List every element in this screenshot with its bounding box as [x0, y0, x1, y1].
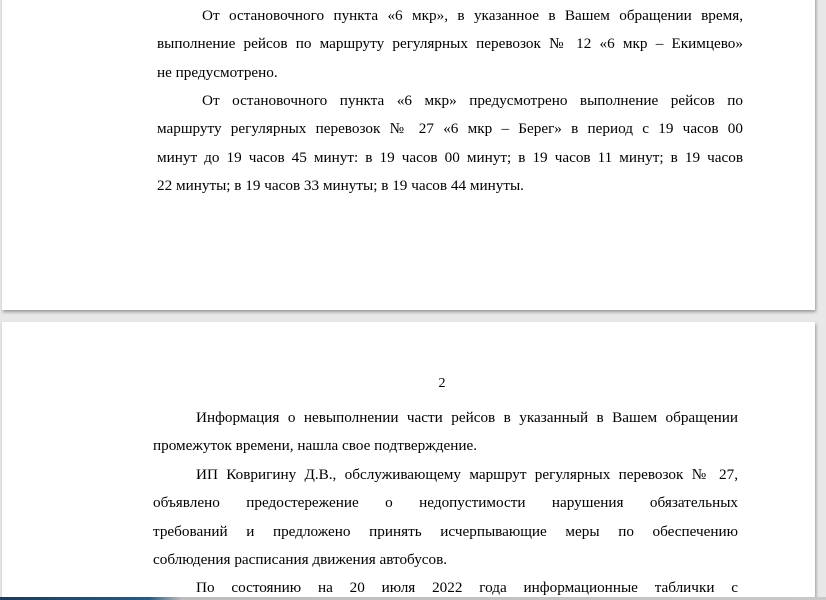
document-page-1	[2, 0, 815, 310]
paragraph-information-confirmed	[153, 404, 738, 461]
paragraph-stop-6mkr-route-27	[157, 87, 743, 201]
text-line: маршруту регулярных перевозок № 27 «6 мкр – Берег» в период с 19 часов 00	[157, 120, 743, 138]
text-line: соблюдения расписания движения автобусов.	[153, 551, 448, 569]
text-line: промежуток времени, нашла свое подтверждение.	[153, 437, 478, 455]
text-line: 22 минуты; в 19 часов 33 минуты; в 19 часов 44 минуты.	[157, 177, 524, 195]
text-line: не предусмотрено.	[157, 63, 278, 81]
text-line: От остановочного пункта «6 мкр», в указанное в Вашем обращении время,	[202, 7, 743, 24]
text-line: Информация о невыполнении части рейсов в указанный в Вашем обращении	[196, 409, 738, 426]
text-line: По состоянию на 20 июля 2022 года информационные таблички с	[196, 579, 738, 596]
text-line: требований и предложено принять исчерпывающие меры по обеспечению	[153, 522, 738, 540]
text-line: объявлено предостережение о недопустимости нарушения обязательных	[153, 494, 738, 512]
document-page-2	[2, 322, 815, 600]
text-line: минут до 19 часов 45 минут: в 19 часов 00 минут; в 19 часов 11 минут; в 19 часов	[157, 148, 743, 166]
paragraph-warning-ip-kovrigin	[153, 461, 738, 575]
text-line: От остановочного пункта «6 мкр» предусмотрено выполнение рейсов по	[202, 92, 743, 109]
page-number: 2	[438, 376, 446, 391]
paragraph-stop-6mkr-route-12	[157, 2, 743, 87]
text-line: выполнение рейсов по маршруту регулярных перевозок № 12 «6 мкр – Екимцево»	[157, 35, 743, 53]
text-line: ИП Ковригину Д.В., обслуживающему маршрут регулярных перевозок № 27,	[196, 466, 738, 483]
